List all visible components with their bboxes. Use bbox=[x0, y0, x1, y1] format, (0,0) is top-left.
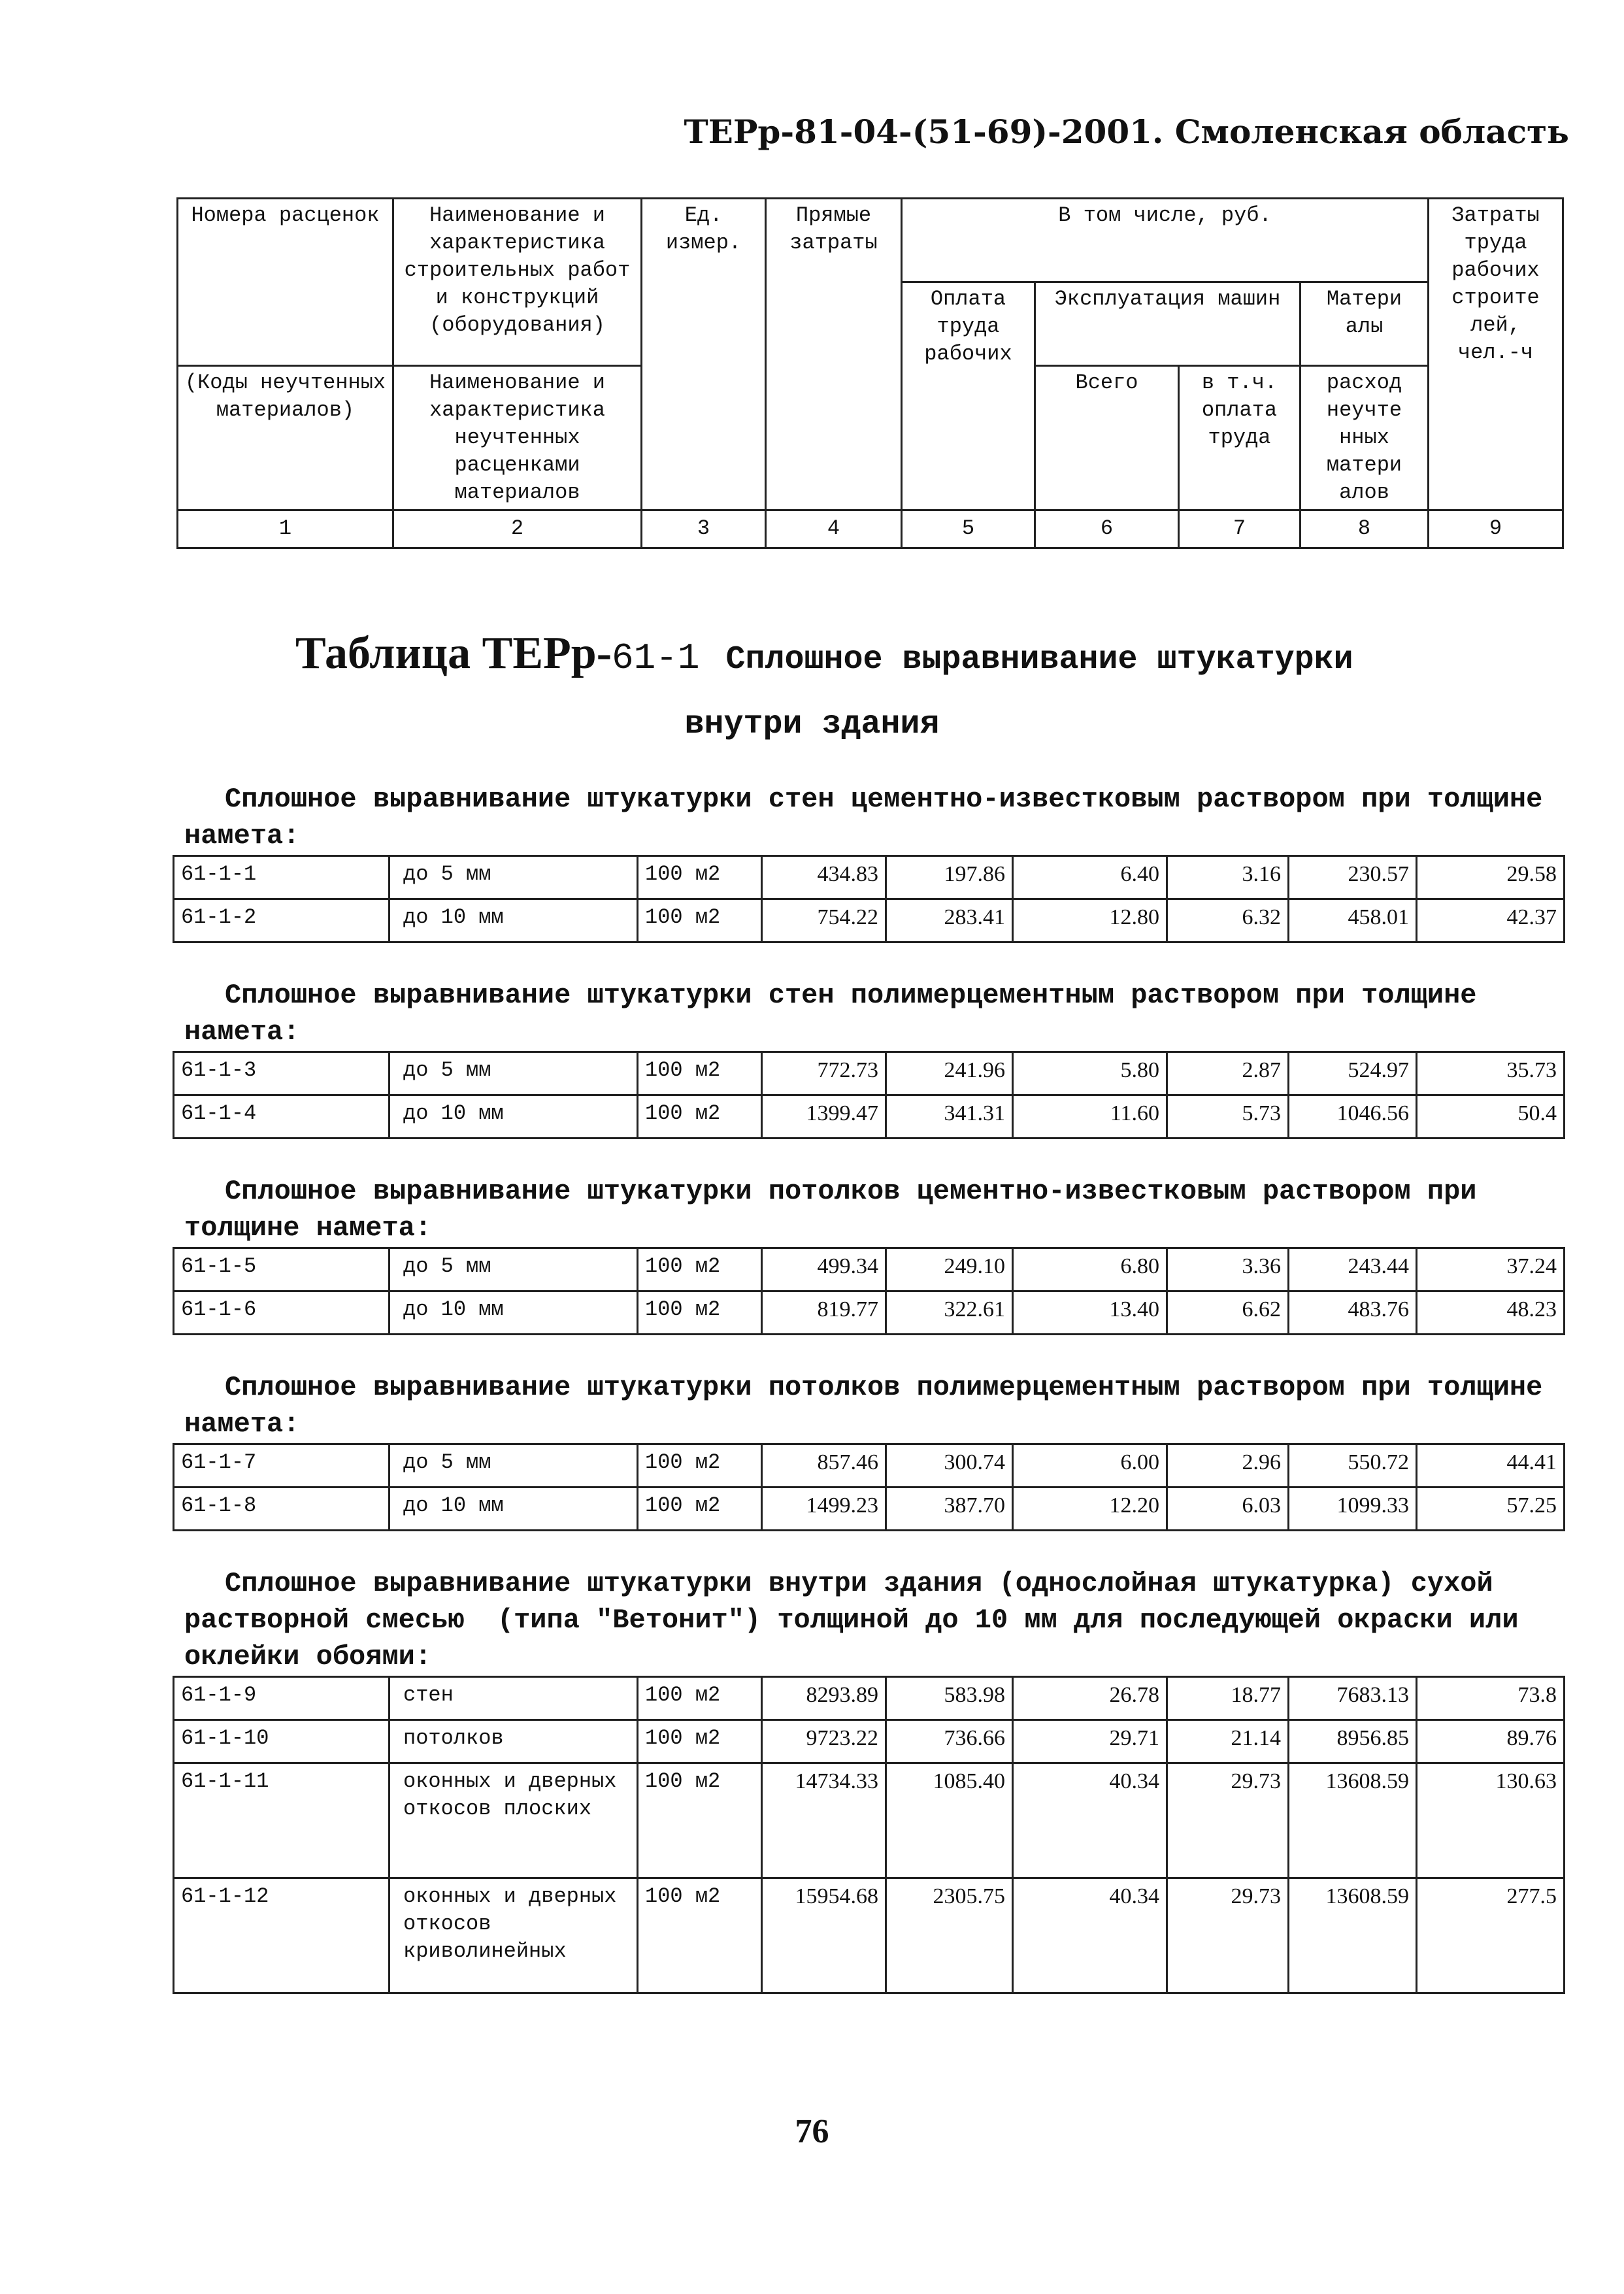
work-name: до 5 мм bbox=[389, 1052, 638, 1095]
work-name: оконных и дверных откосов плоских bbox=[389, 1763, 638, 1878]
labor-hours: 35.73 bbox=[1417, 1052, 1565, 1095]
direct-cost: 754.22 bbox=[762, 899, 886, 942]
labor-cost: 197.86 bbox=[886, 856, 1013, 899]
column-number: 9 bbox=[1429, 510, 1563, 548]
rate-code: 61-1-2 bbox=[174, 899, 389, 942]
machines-labor-cost: 21.14 bbox=[1167, 1720, 1289, 1763]
group-caption-text: Сплошное выравнивание штукатурки стен цементно-известковым раствором при толщине намета: bbox=[184, 784, 1559, 852]
machines-group-header: Эксплуатация машин bbox=[1035, 282, 1301, 366]
table-row bbox=[174, 1677, 1565, 1720]
direct-cost: 14734.33 bbox=[762, 1763, 886, 1878]
materials-cost: 13608.59 bbox=[1289, 1878, 1417, 1993]
machines-cost: 11.60 bbox=[1013, 1095, 1167, 1139]
column-number: 1 bbox=[178, 510, 393, 548]
col3-header: Ед. измер. bbox=[642, 199, 766, 510]
rates-table bbox=[173, 1247, 1565, 1335]
work-name: до 5 мм bbox=[389, 1444, 638, 1488]
column-number: 4 bbox=[766, 510, 902, 548]
machines-labor-cost: 18.77 bbox=[1167, 1677, 1289, 1720]
labor-cost: 583.98 bbox=[886, 1677, 1013, 1720]
direct-cost: 434.83 bbox=[762, 856, 886, 899]
group-caption bbox=[184, 977, 1583, 1050]
col6-header: Всего bbox=[1035, 366, 1179, 510]
direct-cost: 9723.22 bbox=[762, 1720, 886, 1763]
column-number: 7 bbox=[1179, 510, 1301, 548]
group-caption bbox=[184, 1173, 1583, 1246]
machines-cost: 12.20 bbox=[1013, 1488, 1167, 1531]
labor-hours: 37.24 bbox=[1417, 1248, 1565, 1291]
materials-cost: 1046.56 bbox=[1289, 1095, 1417, 1139]
unit: 100 м2 bbox=[638, 1248, 762, 1291]
direct-cost: 772.73 bbox=[762, 1052, 886, 1095]
machines-labor-cost: 3.16 bbox=[1167, 856, 1289, 899]
materials-cost: 8956.85 bbox=[1289, 1720, 1417, 1763]
unit: 100 м2 bbox=[638, 1095, 762, 1139]
labor-cost: 1085.40 bbox=[886, 1763, 1013, 1878]
machines-labor-cost: 29.73 bbox=[1167, 1878, 1289, 1993]
rate-code: 61-1-7 bbox=[174, 1444, 389, 1488]
unit: 100 м2 bbox=[638, 856, 762, 899]
machines-labor-cost: 3.36 bbox=[1167, 1248, 1289, 1291]
work-name: до 10 мм bbox=[389, 1488, 638, 1531]
machines-labor-cost: 5.73 bbox=[1167, 1095, 1289, 1139]
unit: 100 м2 bbox=[638, 1444, 762, 1488]
machines-cost: 40.34 bbox=[1013, 1763, 1167, 1878]
direct-cost: 15954.68 bbox=[762, 1878, 886, 1993]
rates-table bbox=[173, 1051, 1565, 1139]
rates-table bbox=[173, 1676, 1565, 1994]
column-header-table bbox=[176, 197, 1564, 549]
group-caption-text: Сплошное выравнивание штукатурки стен полимерцементным раствором при толщине намета: bbox=[184, 980, 1493, 1048]
running-header: ТЕРр-81-04-(51-69)-2001. Смоленская область bbox=[684, 112, 1569, 151]
labor-cost: 322.61 bbox=[886, 1291, 1013, 1335]
column-number: 3 bbox=[642, 510, 766, 548]
group-caption bbox=[184, 781, 1583, 854]
group-caption-text: Сплошное выравнивание штукатурки потолков полимерцементным раствором при толщине намета: bbox=[184, 1372, 1559, 1440]
materials-cost: 243.44 bbox=[1289, 1248, 1417, 1291]
machines-cost: 26.78 bbox=[1013, 1677, 1167, 1720]
table-row bbox=[174, 1052, 1565, 1095]
rate-code: 61-1-10 bbox=[174, 1720, 389, 1763]
labor-cost: 341.31 bbox=[886, 1095, 1013, 1139]
table-row bbox=[174, 1720, 1565, 1763]
labor-cost: 241.96 bbox=[886, 1052, 1013, 1095]
unit: 100 м2 bbox=[638, 1763, 762, 1878]
table-title-line2: внутри здания bbox=[684, 706, 940, 743]
direct-cost: 8293.89 bbox=[762, 1677, 886, 1720]
column-number: 2 bbox=[393, 510, 642, 548]
machines-labor-cost: 6.03 bbox=[1167, 1488, 1289, 1531]
table-row bbox=[174, 1488, 1565, 1531]
materials-cost: 524.97 bbox=[1289, 1052, 1417, 1095]
rate-code: 61-1-12 bbox=[174, 1878, 389, 1993]
col1-subheader: (Коды неучтенных материалов) bbox=[178, 366, 393, 510]
materials-cost: 13608.59 bbox=[1289, 1763, 1417, 1878]
col7-header: в т.ч. оплата труда bbox=[1179, 366, 1301, 510]
table-title bbox=[295, 627, 1353, 680]
labor-hours: 50.4 bbox=[1417, 1095, 1565, 1139]
machines-cost: 13.40 bbox=[1013, 1291, 1167, 1335]
labor-hours: 42.37 bbox=[1417, 899, 1565, 942]
direct-cost: 1499.23 bbox=[762, 1488, 886, 1531]
materials-cost: 458.01 bbox=[1289, 899, 1417, 942]
machines-cost: 6.40 bbox=[1013, 856, 1167, 899]
table-row bbox=[174, 899, 1565, 942]
rate-code: 61-1-8 bbox=[174, 1488, 389, 1531]
labor-hours: 48.23 bbox=[1417, 1291, 1565, 1335]
rate-code: 61-1-11 bbox=[174, 1763, 389, 1878]
table-title-number: 61-1 bbox=[612, 637, 700, 679]
machines-labor-cost: 6.62 bbox=[1167, 1291, 1289, 1335]
work-name: до 5 мм bbox=[389, 1248, 638, 1291]
direct-cost: 499.34 bbox=[762, 1248, 886, 1291]
labor-cost: 736.66 bbox=[886, 1720, 1013, 1763]
group-caption bbox=[184, 1565, 1583, 1675]
labor-hours: 57.25 bbox=[1417, 1488, 1565, 1531]
labor-hours: 29.58 bbox=[1417, 856, 1565, 899]
machines-cost: 29.71 bbox=[1013, 1720, 1167, 1763]
col8-header: Матери алы bbox=[1301, 282, 1429, 366]
work-name: до 10 мм bbox=[389, 899, 638, 942]
table-row bbox=[174, 1095, 1565, 1139]
unit: 100 м2 bbox=[638, 1052, 762, 1095]
table-row bbox=[174, 1878, 1565, 1993]
machines-labor-cost: 2.87 bbox=[1167, 1052, 1289, 1095]
work-name: потолков bbox=[389, 1720, 638, 1763]
column-number: 5 bbox=[902, 510, 1035, 548]
table-row bbox=[174, 1444, 1565, 1488]
labor-hours: 89.76 bbox=[1417, 1720, 1565, 1763]
work-name: до 10 мм bbox=[389, 1095, 638, 1139]
column-number: 8 bbox=[1301, 510, 1429, 548]
table-row bbox=[174, 856, 1565, 899]
table-row bbox=[174, 1291, 1565, 1335]
col1-header: Номера расценок bbox=[178, 199, 393, 366]
machines-cost: 5.80 bbox=[1013, 1052, 1167, 1095]
rate-code: 61-1-4 bbox=[174, 1095, 389, 1139]
work-name: оконных и дверных откосов криволинейных bbox=[389, 1878, 638, 1993]
unit: 100 м2 bbox=[638, 1291, 762, 1335]
labor-hours: 277.5 bbox=[1417, 1878, 1565, 1993]
col2-subheader: Наименование и характеристика неучтенных расценками материалов bbox=[393, 366, 642, 510]
labor-hours: 44.41 bbox=[1417, 1444, 1565, 1488]
rates-table bbox=[173, 1443, 1565, 1531]
unit: 100 м2 bbox=[638, 1720, 762, 1763]
machines-cost: 6.00 bbox=[1013, 1444, 1167, 1488]
rate-code: 61-1-3 bbox=[174, 1052, 389, 1095]
machines-labor-cost: 29.73 bbox=[1167, 1763, 1289, 1878]
direct-cost: 857.46 bbox=[762, 1444, 886, 1488]
materials-cost: 1099.33 bbox=[1289, 1488, 1417, 1531]
page-number: 76 bbox=[795, 2113, 829, 2150]
col8-subheader: расход неучте нных матери алов bbox=[1301, 366, 1429, 510]
work-name: стен bbox=[389, 1677, 638, 1720]
machines-cost: 6.80 bbox=[1013, 1248, 1167, 1291]
included-group-header: В том числе, руб. bbox=[902, 199, 1429, 282]
col5-header: Оплата труда рабочих bbox=[902, 282, 1035, 510]
machines-cost: 12.80 bbox=[1013, 899, 1167, 942]
labor-cost: 249.10 bbox=[886, 1248, 1013, 1291]
labor-cost: 2305.75 bbox=[886, 1878, 1013, 1993]
column-number: 6 bbox=[1035, 510, 1179, 548]
materials-cost: 550.72 bbox=[1289, 1444, 1417, 1488]
group-caption bbox=[184, 1369, 1583, 1442]
materials-cost: 7683.13 bbox=[1289, 1677, 1417, 1720]
materials-cost: 483.76 bbox=[1289, 1291, 1417, 1335]
labor-hours: 130.63 bbox=[1417, 1763, 1565, 1878]
group-caption-text: Сплошное выравнивание штукатурки потолков цементно-известковым раствором при толщине намета: bbox=[184, 1176, 1493, 1244]
direct-cost: 1399.47 bbox=[762, 1095, 886, 1139]
labor-cost: 387.70 bbox=[886, 1488, 1013, 1531]
table-row bbox=[174, 1763, 1565, 1878]
work-name: до 5 мм bbox=[389, 856, 638, 899]
unit: 100 м2 bbox=[638, 1878, 762, 1993]
col4-header: Прямые затраты bbox=[766, 199, 902, 510]
labor-cost: 300.74 bbox=[886, 1444, 1013, 1488]
rate-code: 61-1-1 bbox=[174, 856, 389, 899]
unit: 100 м2 bbox=[638, 1488, 762, 1531]
table-row bbox=[174, 1248, 1565, 1291]
rate-code: 61-1-5 bbox=[174, 1248, 389, 1291]
work-name: до 10 мм bbox=[389, 1291, 638, 1335]
table-title-name: Сплошное выравнивание штукатурки bbox=[725, 641, 1353, 678]
rates-table bbox=[173, 855, 1565, 943]
unit: 100 м2 bbox=[638, 899, 762, 942]
labor-hours: 73.8 bbox=[1417, 1677, 1565, 1720]
machines-cost: 40.34 bbox=[1013, 1878, 1167, 1993]
table-title-label: Таблица ТЕРр- bbox=[295, 628, 612, 678]
direct-cost: 819.77 bbox=[762, 1291, 886, 1335]
machines-labor-cost: 6.32 bbox=[1167, 899, 1289, 942]
rate-code: 61-1-9 bbox=[174, 1677, 389, 1720]
col2-header: Наименование и характеристика строительных работ и конструкций (оборудования) bbox=[393, 199, 642, 366]
rate-code: 61-1-6 bbox=[174, 1291, 389, 1335]
unit: 100 м2 bbox=[638, 1677, 762, 1720]
materials-cost: 230.57 bbox=[1289, 856, 1417, 899]
labor-cost: 283.41 bbox=[886, 899, 1013, 942]
col9-header: Затраты труда рабочих строите лей, чел.-ч bbox=[1429, 199, 1563, 510]
machines-labor-cost: 2.96 bbox=[1167, 1444, 1289, 1488]
group-caption-text: Сплошное выравнивание штукатурки внутри здания (однослойная штукатурка) сухой растворной смесью (типа "Ветонит") толщиной до 10 мм для последующей окраски или оклейки обоями: bbox=[184, 1568, 1535, 1672]
